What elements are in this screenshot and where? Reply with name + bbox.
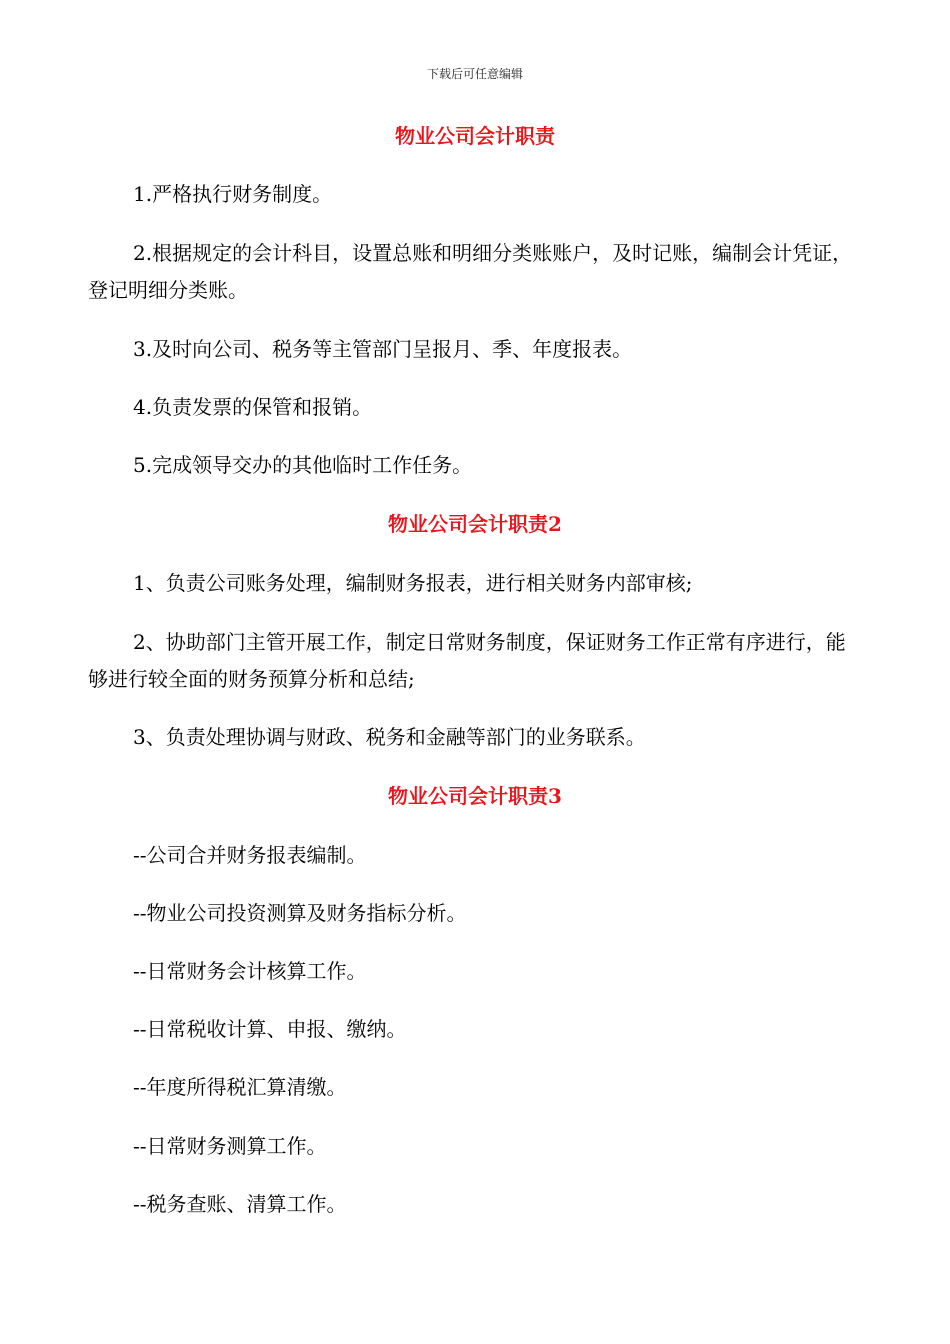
section-3-item-7: --税务查账、清算工作。 [133,1192,347,1216]
section-1-item-1: 1.严格执行财务制度。 [133,182,333,206]
section-3-item-6: --日常财务测算工作。 [133,1134,327,1158]
section-2-item-1: 1、负责公司账务处理，编制财务报表，进行相关财务内部审核; [133,571,693,595]
section-2-item-3: 3、负责处理协调与财政、税务和金融等部门的业务联系。 [133,725,646,749]
section-1-item-4: 4.负责发票的保管和报销。 [133,395,373,419]
section-3-item-1: --公司合并财务报表编制。 [133,843,367,867]
section-title-2: 物业公司会计职责2 [388,512,562,536]
section-title-1: 物业公司会计职责 [395,124,555,148]
section-3-item-2: --物业公司投资测算及财务指标分析。 [133,901,467,925]
section-1-item-2: 2.根据规定的会计科目，设置总账和明细分类账账户，及时记账，编制会计凭证，登记明细分类账。 [88,241,853,302]
header-note: 下载后可任意编辑 [426,67,523,81]
section-title-3: 物业公司会计职责3 [388,784,562,808]
section-3-item-3: --日常财务会计核算工作。 [133,959,367,983]
section-1-item-5: 5.完成领导交办的其他临时工作任务。 [133,453,473,477]
section-2-item-2: 2、协助部门主管开展工作，制定日常财务制度，保证财务工作正常有序进行，能够进行较全面的财务预算分析和总结; [88,630,846,691]
section-3-item-4: --日常税收计算、申报、缴纳。 [133,1017,407,1041]
section-3-item-5: --年度所得税汇算清缴。 [133,1075,347,1099]
section-1-item-3: 3.及时向公司、税务等主管部门呈报月、季、年度报表。 [133,337,633,361]
